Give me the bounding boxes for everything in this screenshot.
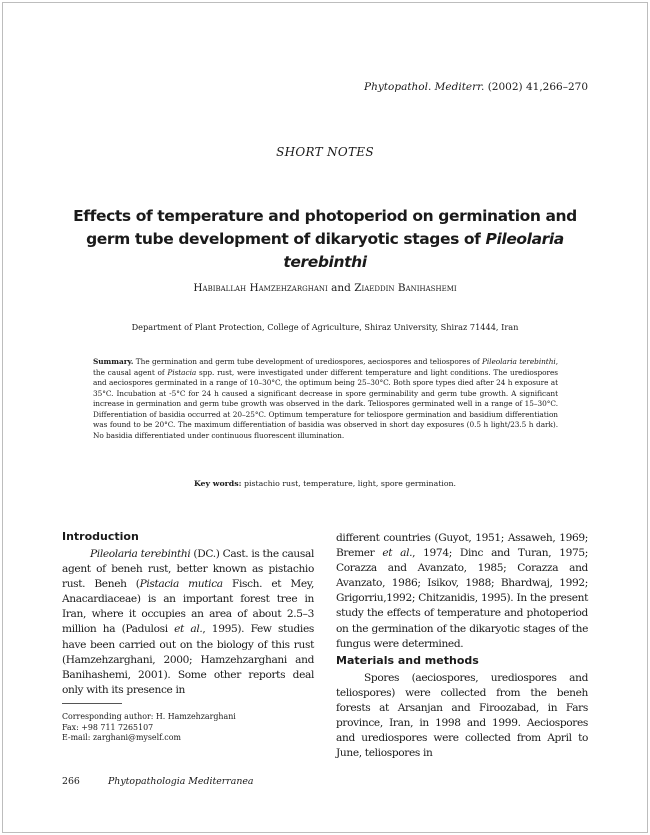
intro-cont-text-2: , 1974; Dinc and Turan, 1975; Corazza and Avanzato, 1985; Corazza and Avanzato, 1986; Isikov, 1988; Bhardwaj, 1992; Grigorriu,1992; Chitzanidis, 1995). In the present study the effects of temperature and photoperiod on the germination of the dikaryotic stages of the fungus were determined.: [336, 547, 588, 650]
materials-paragraph: Spores (aeciospores, urediospores and teliospores) were collected from the beneh forests at Arsanjan and Firoozabad, in Fars province, Iran, in 1998 and 1999. Aeciospores and urediospores were collected from April to June, teliospores in: [336, 672, 588, 760]
materials-body: [336, 671, 588, 762]
intro-species: Pileolaria terebinthi: [90, 548, 191, 560]
author-list: [0, 282, 650, 294]
fax-number: Fax: +98 711 7265107: [62, 722, 154, 732]
running-footer: Phytopathologia Mediterranea: [108, 776, 254, 787]
intro-etal: et al.: [174, 623, 203, 636]
keywords-label: Key words:: [193, 479, 242, 488]
citation-volume: (2002) 41,266–270: [484, 81, 588, 93]
abstract-text-3: spp. rust, were investigated under different temperature and light conditions. The urediospores and aeciospores germinated in a range of 10–30°C, the optimum being 25–30°C. Both spore types died after 24 h exposure at 35°C. Incubation at -5°C for 24 h caused a significant decrease in spore germinability and germ tube growth. A significant increase in germination and germ tube growth was observed in the dark. Teliospores germinated well in a range of 15–30°C. Differentiation of basidia occurred at 20–25°C. Optimum temperature for teliospore germination and basidium differentiation was found to be 20°C. The maximum differentiation of basidia was observed in short day exposures (0.5 h light/23.5 h dark). No basidia differentiated under continuous fluorescent illumination.: [93, 367, 558, 440]
abstract-text-1: The germination and germ tube development of urediospores, aeciospores and teliospores of: [133, 357, 482, 366]
keywords-text: pistachio rust, temperature, light, spore germination.: [241, 479, 457, 488]
abstract-species-1: Pileolaria terebinthi: [481, 357, 556, 366]
footnote-rule: [62, 703, 122, 704]
introduction-continued: [336, 531, 588, 652]
keywords: [0, 479, 650, 488]
affiliation: Department of Plant Protection, College of Agriculture, Shiraz University, Shiraz 71444, Iran: [131, 322, 519, 332]
abstract-species-2: Pistacia: [167, 367, 197, 377]
introduction-body: [62, 547, 314, 698]
abstract: [93, 357, 558, 441]
intro-text-2: Fisch. et Mey, Anacardiaceae) is an important forest tree in Iran, where it occupies an area of about 2.5–3 million ha (Padulosi: [62, 578, 314, 636]
intro-cont-etal: et al.: [382, 547, 413, 560]
title-line-1: Effects of temperature and photoperiod on germination and: [73, 207, 577, 225]
section-label: SHORT NOTES: [276, 145, 374, 159]
author-2: Ziaeddin Banihashemi: [354, 282, 457, 294]
journal-abbrev: Phytopathol. Mediterr.: [364, 81, 485, 93]
corresponding-author: Corresponding author: H. Hamzehzarghani: [62, 712, 236, 721]
journal-citation: [364, 81, 588, 93]
author-1: Habiballah Hamzehzarghani: [193, 282, 328, 294]
intro-text-3: , 1995). Few studies have been carried out on the biology of this rust (Hamzehzarghani, 2000; Hamzehzarghani and Banihashemi, 2001). Some other reports deal only with its presence in: [62, 623, 314, 696]
intro-text-1: (DC.) Cast. is the causal agent of beneh rust, better known as pistachio rust. Beneh (: [62, 548, 314, 591]
intro-cont-text-1: different countries (Guyot, 1951; Assaweh, 1969; Bremer: [336, 532, 588, 560]
intro-host-species: Pistacia mutica: [139, 578, 223, 591]
title-species: Pileolaria terebinthi: [283, 230, 564, 271]
title-line-2: germ tube development of dikaryotic stages of: [86, 230, 486, 248]
materials-heading: Materials and methods: [336, 654, 479, 667]
introduction-paragraph: [62, 547, 314, 698]
abstract-text-2: , the causal agent of: [93, 357, 558, 377]
footnote: [62, 712, 236, 744]
author-conjunction: and: [327, 282, 355, 294]
article-title: [60, 205, 590, 274]
introduction-heading: Introduction: [62, 530, 139, 543]
page-number: 266: [62, 776, 80, 787]
email-address: E-mail: zarghani@myself.com: [62, 733, 181, 743]
abstract-label: Summary.: [93, 357, 134, 366]
